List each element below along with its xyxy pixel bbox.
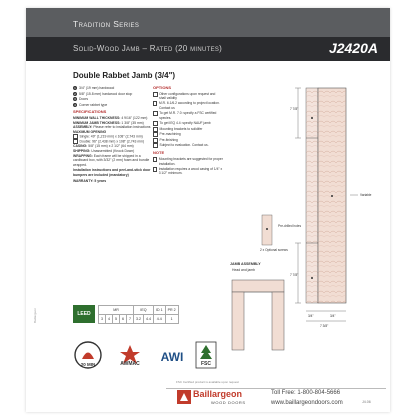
checkbox-icon bbox=[153, 138, 158, 143]
spec-warranty: WARRANTY: 5 years bbox=[73, 178, 107, 183]
jamb-elevation-drawing bbox=[288, 78, 388, 330]
spec-wrapping: WRAPPING: Each frame will be shipped in a cardboard box, with 3/32" (2 mm) foam and bundle wrapped. bbox=[73, 153, 150, 167]
product-code: J2420A bbox=[328, 40, 378, 56]
leed-table bbox=[73, 305, 213, 323]
spec-min-jamb: MINIMUM JAMB THICKNESS: 1 3/8" (35 mm) bbox=[73, 120, 144, 125]
note-heading: NOTE bbox=[153, 150, 165, 156]
svg-text:20 MIN: 20 MIN bbox=[80, 362, 96, 367]
checkbox-icon bbox=[153, 121, 158, 126]
side-edge-text: Baillargeon bbox=[33, 308, 37, 324]
checkbox-icon bbox=[153, 132, 158, 137]
page-number: J4.06 bbox=[362, 400, 371, 404]
component-item: 2 5/8" (15.8 mm) hardwood door stop bbox=[74, 91, 133, 96]
component-item: 3 Doors bbox=[74, 97, 89, 102]
checkbox-icon bbox=[153, 127, 158, 132]
spec-min-wall: MINIMUM WALL THICKNESS: 4 9/16" (122 mm) bbox=[73, 115, 148, 120]
svg-text:AWI: AWI bbox=[160, 350, 184, 364]
component-number-3: 3 bbox=[74, 97, 76, 102]
option-item: Mounting brackets to solidifer bbox=[153, 127, 223, 132]
option-item: Pre-finishing bbox=[153, 138, 223, 143]
svg-text:Variable: Variable bbox=[360, 193, 372, 197]
svg-text:FSC: FSC bbox=[201, 361, 211, 367]
svg-text:7 7/8": 7 7/8" bbox=[290, 107, 299, 111]
spec-casing: CASING: 5/8" (15 mm) x 2 1/2" (64 mm) bbox=[73, 144, 134, 149]
option-item: To get M.R. 7.0: specify a FSC certified species. bbox=[153, 111, 223, 120]
product-subtitle: Solid-Wood Jamb – Rated (20 minutes) bbox=[73, 44, 223, 53]
leed-credits-table: MR IEQ ID 1 PR 2 3 4 5 6 7 3.2 4.4 4.4 1 bbox=[98, 305, 179, 324]
option-item: Subject to evaluation. Contact us. bbox=[153, 143, 223, 148]
spec-sheet bbox=[26, 8, 390, 412]
page-title: Double Rabbet Jamb (3/4") bbox=[73, 71, 176, 80]
svg-text:3/4": 3/4" bbox=[308, 314, 314, 318]
checkbox-icon bbox=[153, 101, 157, 106]
svg-text:7 7/8": 7 7/8" bbox=[290, 273, 299, 277]
note-item: Mounting brackets are suggested for proper installation. bbox=[153, 157, 223, 166]
checkbox-icon bbox=[153, 167, 157, 172]
toll-free-number: Toll Free: 1-800-804-5666 bbox=[271, 390, 341, 396]
checkbox-icon bbox=[153, 92, 158, 97]
checkbox-icon bbox=[153, 111, 158, 116]
fsc-logo bbox=[195, 341, 217, 369]
option-item: M.R. 6.1/6.2 according to project location. Contact us bbox=[153, 101, 223, 110]
opening-single: Single: 49" (1,219 mm) x 108" (2,743 mm) bbox=[73, 134, 151, 139]
component-item: 4 Corner rabbet type bbox=[74, 102, 108, 107]
jamb-assembly-drawing bbox=[230, 276, 286, 352]
jamb-drawing bbox=[288, 78, 388, 330]
brand-name: Baillargeon bbox=[193, 389, 243, 399]
checkbox-icon bbox=[153, 157, 157, 162]
svg-text:3/4": 3/4" bbox=[330, 314, 336, 318]
screw-detail-callout bbox=[258, 213, 302, 253]
component-number-1: 1 bbox=[74, 86, 76, 90]
component-item: 1 3/4" (19 mm) hardwood bbox=[74, 86, 115, 90]
website-link[interactable]: www.baillargeondoors.com bbox=[271, 400, 343, 406]
awmac-logo bbox=[113, 344, 147, 366]
brand-logo-icon bbox=[176, 389, 192, 405]
spec-notice: Installation instructions and peel-and-stick door bumpers are included (mandatory) bbox=[73, 168, 151, 177]
svg-text:AWMAC: AWMAC bbox=[120, 361, 140, 367]
component-number-4: 4 bbox=[74, 102, 76, 107]
svg-text:7 3/8": 7 3/8" bbox=[320, 324, 329, 328]
option-item: Pre-machining bbox=[153, 132, 223, 137]
leed-badge: LEED bbox=[73, 305, 95, 323]
header-series-band bbox=[26, 8, 390, 37]
spec-shipping: SHIPPING: Unassembled (Knock Down) bbox=[73, 148, 135, 153]
spec-max-opening: MAXIMUM OPENING bbox=[73, 129, 107, 134]
svg-text:2 x Optional screws: 2 x Optional screws bbox=[260, 248, 288, 252]
jamb-assembly-subtitle: Head and jamb bbox=[232, 268, 255, 272]
fire-rating-logo bbox=[73, 340, 103, 370]
svg-text:Pre-drilled holes: Pre-drilled holes bbox=[278, 224, 302, 228]
header-product-band bbox=[26, 37, 390, 61]
spec-assembly: ASSEMBLY: Please refer to installation instructions bbox=[73, 125, 151, 130]
component-number-2: 2 bbox=[74, 91, 76, 96]
specifications-heading: SPECIFICATIONS bbox=[73, 109, 107, 115]
awi-logo bbox=[159, 344, 185, 366]
opening-double: Double: 96" (2,438 mm) x 108" (2,743 mm) bbox=[73, 139, 151, 144]
option-item: Other configurations upon request and shall validity bbox=[153, 92, 223, 101]
series-title: Tradition Series bbox=[73, 19, 140, 29]
options-heading: OPTIONS bbox=[153, 85, 172, 90]
certification-logos bbox=[73, 338, 233, 378]
brand-subtitle: WOOD DOORS bbox=[211, 400, 246, 405]
checkbox-icon bbox=[153, 143, 158, 148]
note-item: Installation requires a wood casing of 1/4" x 3 1/2" minimum. bbox=[153, 167, 223, 176]
options-column bbox=[153, 86, 223, 176]
specifications-column bbox=[73, 86, 151, 183]
option-item: To get IEQ 4.4: specify NAUF jamb bbox=[153, 121, 223, 126]
fsc-footnote: FSC Certified product is available upon request bbox=[176, 380, 239, 384]
jamb-assembly-title: JAMB ASSEMBLY bbox=[230, 262, 261, 266]
